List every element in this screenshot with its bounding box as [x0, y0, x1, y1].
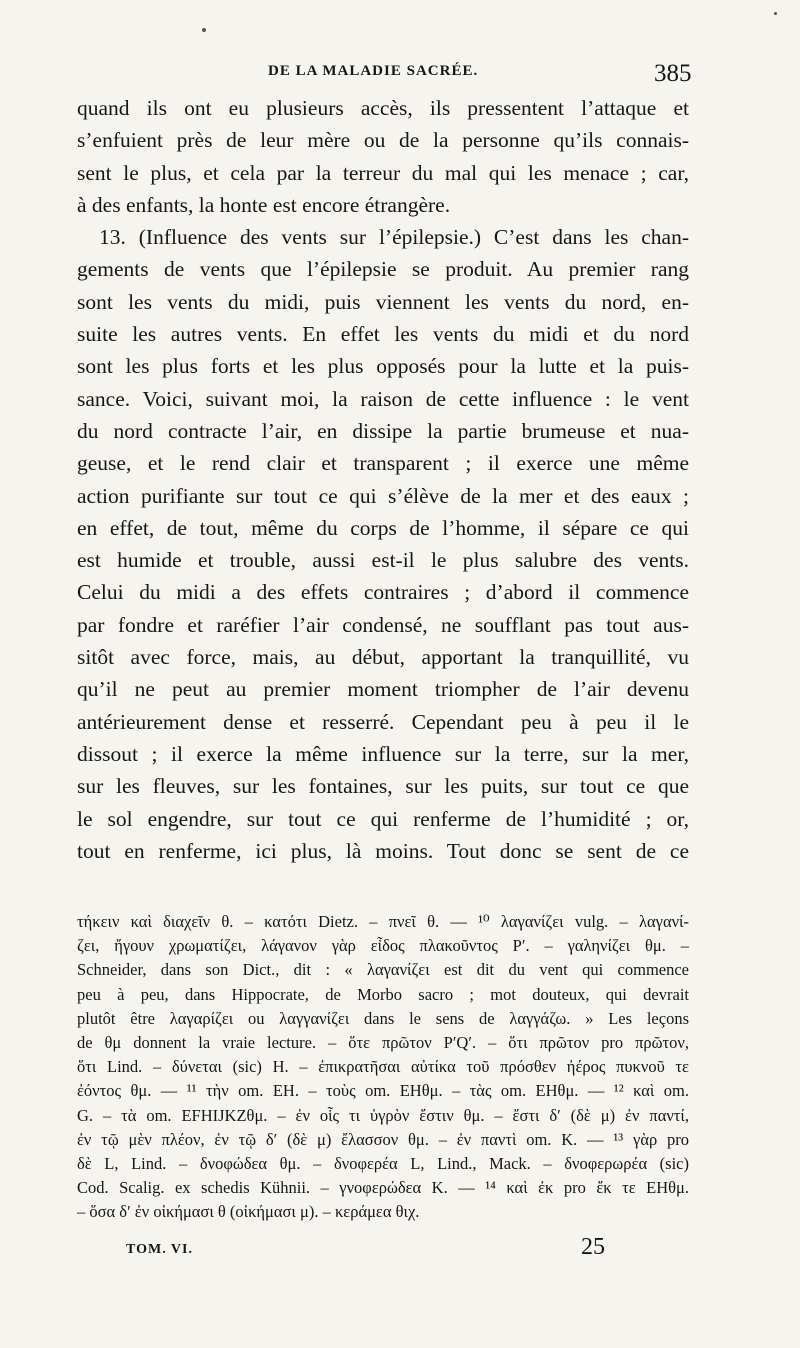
text-line: sont les plus forts et les plus opposés pour la lutte et la puis- — [77, 354, 689, 379]
footnote-line: δὲ L, Lind. – δνοφώδεα θμ. – δνοφερέα L, Lind., Mack. – δνοφερωρέα (sic) — [77, 1154, 689, 1174]
text-line: action purifiante sur tout ce qui s’élève de la mer et des eaux ; — [77, 483, 689, 508]
text-line: sance. Voici, suivant moi, la raison de cette influence : le vent — [77, 386, 689, 411]
footnote-line: plutôt être λαγαρίζει ou λαγγανίζει dans le sens de λαγγάζω. » Les leçons — [77, 1008, 689, 1028]
footnote-line: ὅτι Lind. – δύνεται (sic) H. – ἐπικρατῆσαι αὐτίκα τοῦ πρόσθεν ἠέρος πυκνοῦ τε — [77, 1057, 689, 1077]
footnote-line: de θμ donnent la vraie lecture. – ὅτε πρῶτον P′Q′. – ὅτι πρῶτον pro πρῶτον, — [77, 1033, 689, 1053]
text-line: en effet, de tout, même du corps de l’homme, il sépare ce qui — [77, 515, 689, 540]
footnote-line: Cod. Scalig. ex schedis Kühnii. – γνοφερώδεα K. — ¹⁴ καὶ ἐκ pro ἔκ τε EHθμ. — [77, 1178, 689, 1198]
text-line: quand ils ont eu plusieurs accès, ils pressentent l’attaque et — [77, 96, 689, 120]
footnote-line: τήκειν καὶ διαχεῖν θ. – κατότι Dietz. – πνεῖ θ. — ¹⁰ λαγανίζει vulg. – λαγανί- — [77, 912, 689, 931]
sheet-number: 25 — [581, 1234, 605, 1260]
text-line: sont les vents du midi, puis viennent les vents du nord, en- — [77, 289, 689, 314]
text-line: à des enfants, la honte est encore étrangère. — [77, 192, 451, 217]
footnote-line: – ὅσα δ′ ἐν οἰκήμασι θ (οἰκήμασι μ). – κεράμεα θιχ. — [77, 1202, 420, 1222]
running-head: DE LA MALADIE SACRÉE. — [268, 63, 479, 79]
footnote-line: ἐόντος θμ. — ¹¹ τὴν om. EH. – τοὺς om. EHθμ. – τὰς om. EHθμ. — ¹² καὶ om. — [77, 1081, 689, 1101]
text-line: est humide et trouble, aussi est-il le plus salubre des vents. — [77, 548, 689, 573]
text-line: gements de vents que l’épilepsie se produit. Au premier rang — [77, 257, 689, 282]
text-line: Celui du midi a des effets contraires ; d’abord il commence — [77, 580, 689, 605]
text-line: qu’il ne peut au premier moment triompher de l’air devenu — [77, 677, 689, 702]
page-number: 385 — [654, 60, 692, 87]
footnotes — [77, 910, 689, 1225]
text-line: par fondre et raréfier l’air condensé, ne soufflant pas tout aus- — [77, 612, 689, 637]
ink-speck — [202, 28, 206, 32]
text-line: tout en renferme, ici plus, là moins. Tout donc se sent de ce — [77, 838, 689, 863]
footnote-line: peu à peu, dans Hippocrate, de Morbo sacro ; mot douteux, qui devrait — [77, 984, 689, 1004]
text-line: geuse, et le rend clair et transparent ; il exerce une même — [77, 451, 689, 476]
text-line: sur les fleuves, sur les fontaines, sur les puits, sur tout ce que — [77, 774, 689, 799]
text-line: le sol engendre, sur tout ce qui renferme de l’humidité ; or, — [77, 806, 689, 831]
volume-signature: TOM. VI. — [126, 1242, 193, 1257]
text-line: antérieurement dense et resserré. Cependant peu à peu il le — [77, 709, 689, 734]
text-line: suite les autres vents. En effet les vents du midi et du nord — [77, 322, 689, 347]
text-line: sent le plus, et cela par la terreur du mal qui les menace ; car, — [77, 160, 689, 185]
ink-speck — [774, 12, 777, 15]
footnote-line: G. – τὰ om. EFHIJKZθμ. – ἐν οἷς τι ὑγρὸν ἔστιν θμ. – ἔστι δ′ (δὲ μ) ἐν παντί, — [77, 1105, 689, 1125]
text-line: s’enfuient près de leur mère ou de la personne qu’ils connais- — [77, 128, 689, 153]
footnote-line: ζει, ἤγουν χρωματίζει, λάγανον γὰρ εἶδος πλακοῦντος P′. – γαληνίζει θμ. – — [77, 936, 689, 956]
text-line: sitôt avec force, mais, au début, apportant la tranquillité, vu — [77, 645, 689, 670]
text-line: dissout ; il exerce la même influence sur la terre, sur la mer, — [77, 741, 689, 766]
section-13-start: 13. (Influence des vents sur l’épilepsie.) C’est dans les chan- — [99, 225, 689, 250]
footnote-line: Schneider, dans son Dict., dit : « λαγανίζει est dit du vent qui commence — [77, 960, 689, 980]
main-text — [77, 92, 689, 867]
footnote-line: ἐν τῷ μὲν πλέον, ἐν τῷ δ′ (δὲ μ) ἔλασσον θμ. – ἐν παντὶ om. K. — ¹³ γὰρ pro — [77, 1129, 689, 1149]
text-line: du nord contracte l’air, en dissipe la partie brumeuse et nua- — [77, 418, 689, 443]
